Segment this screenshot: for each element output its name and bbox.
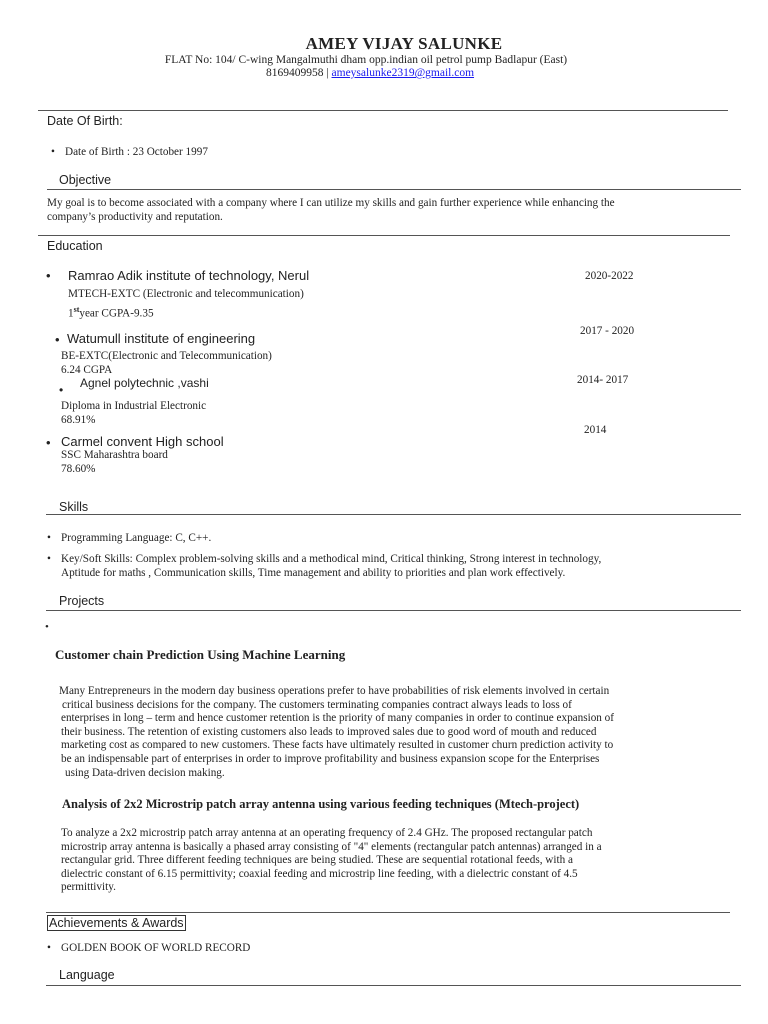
- project-1-line: using Data-driven decision making.: [65, 766, 225, 779]
- education-score-3: 68.91%: [61, 414, 96, 426]
- education-years-1: 2020-2022: [585, 270, 634, 282]
- email-link[interactable]: ameysalunke2319@gmail.com: [331, 67, 475, 79]
- institute-name: Agnel polytechnic ,vashi: [80, 376, 209, 390]
- education-degree-3: Diploma in Industrial Electronic: [61, 400, 207, 412]
- score-prefix: 1: [68, 307, 74, 320]
- education-institute-2: [55, 331, 256, 347]
- institute-name: Ramrao Adik institute of technology, Nerul: [68, 268, 310, 283]
- project-1-line: enterprises in long – term and hence customer retention is the priority of many companies in order to continue expansion of: [61, 712, 615, 725]
- bullet-icon: •: [59, 383, 64, 397]
- education-score-4: 78.60%: [61, 463, 96, 475]
- project-1-line: their business. The retention of existing customers also leads to improved sales due to good word of mouth and reduced: [61, 725, 597, 738]
- education-institute-1: [46, 268, 310, 283]
- header-divider: [38, 110, 728, 111]
- score-value: year CGPA-9.35: [79, 307, 154, 320]
- education-degree-1: MTECH-EXTC (Electronic and telecommunication): [68, 288, 304, 300]
- project-2-line: rectangular grid. Three different feeding techniques are being studied. These are sequential rotational feeds, with a: [61, 854, 573, 867]
- skills-item-1: • Programming Language: C, C++.: [61, 532, 211, 546]
- skills-divider: [46, 514, 741, 515]
- education-institute-3: [80, 375, 228, 393]
- project-2-line: To analyze a 2x2 microstrip patch array antenna at an operating frequency of 2.4 GHz. The proposed rectangular patch: [61, 827, 593, 839]
- bullet-icon: •: [46, 268, 51, 283]
- phone-number: 8169409958 |: [265, 67, 329, 79]
- project-1-line: Many Entrepreneurs in the modern day business operations prefer to have probabilities of risk elements involved in certain: [59, 685, 610, 697]
- projects-heading: Projects: [59, 594, 105, 608]
- education-institute-4: [46, 434, 224, 450]
- skills-item-2-line-1: • Key/Soft Skills: Complex problem-solving skills and a methodical mind, Critical thinking, Strong interest in technology,: [61, 553, 602, 565]
- bullet-icon: •: [46, 435, 51, 450]
- institute-name: Carmel convent High school: [61, 434, 224, 449]
- education-degree-4: SSC Maharashtra board: [61, 449, 168, 461]
- education-years-3: 2014- 2017: [577, 374, 629, 386]
- project-2-description: [61, 827, 741, 895]
- achievements-item: • GOLDEN BOOK OF WORLD RECORD: [61, 942, 250, 956]
- dob-heading: Date Of Birth:: [47, 114, 123, 128]
- achievements-heading: Achievements & Awards: [49, 916, 184, 930]
- education-divider-top: [38, 235, 730, 236]
- contact-line: [0, 67, 740, 79]
- project-1-title: Customer chain Prediction Using Machine Learning: [55, 647, 346, 662]
- project-2-line: permittivity.: [61, 881, 116, 894]
- achievements-divider: [46, 912, 730, 913]
- education-years-2: 2017 - 2020: [580, 325, 635, 337]
- project-1-line: critical business decisions for the company. The customers terminating companies contract always leads to loss of: [62, 698, 572, 711]
- objective-divider: [47, 189, 741, 190]
- score-sup: st: [73, 305, 80, 314]
- project-2-title: Analysis of 2x2 Microstrip patch array antenna using various feeding techniques (Mtech-project): [62, 797, 580, 811]
- project-2-line: microstrip array antenna is basically a phased array consisting of "4" elements (rectangular patch antennas) arranged in a: [61, 840, 602, 853]
- education-score-2: 6.24 CGPA: [61, 364, 113, 376]
- skills-item-2: [61, 553, 601, 580]
- education-years-4: 2014: [584, 424, 607, 436]
- objective-line-1: My goal is to become associated with a company where I can utilize my skills and gain further experience while enhancing the: [47, 197, 615, 209]
- institute-name: Watumull institute of engineering: [67, 331, 256, 346]
- skills-heading: Skills: [59, 500, 89, 514]
- bullet-icon: •: [55, 332, 60, 347]
- dob-item: • Date of Birth : 23 October 1997: [65, 146, 208, 160]
- projects-divider: [46, 610, 741, 611]
- skills-item-2-line-2: Aptitude for maths , Communication skills, Time management and ability to priorities and plan work effectively.: [61, 566, 566, 579]
- candidate-name: AMEY VIJAY SALUNKE: [305, 34, 503, 53]
- bullet-icon: •: [45, 621, 49, 633]
- education-degree-2: BE-EXTC(Electronic and Telecommunication): [61, 350, 272, 362]
- address-line: FLAT No: 104/ C-wing Mangalmuthi dham opp.indian oil petrol pump Badlapur (East): [164, 54, 568, 66]
- objective-line-2: company’s productivity and reputation.: [47, 211, 223, 223]
- project-1-description: [59, 685, 739, 780]
- education-score-1: [68, 303, 154, 321]
- project-1-line: marketing cost as compared to new customers. These facts have ultimately resulted in customer churn prediction activity to: [61, 739, 614, 752]
- project-1-line: be an indispensable part of enterprises in order to improve profitability and business expansion scope for the Enterprises: [61, 752, 600, 765]
- project-2-line: dielectric constant of 6.15 permittivity; coaxial feeding and microstrip line feeding, with a dielectric constant of 4.5: [61, 867, 578, 880]
- objective-heading: Objective: [59, 173, 112, 187]
- education-heading: Education: [47, 239, 103, 253]
- language-heading: Language: [59, 968, 115, 982]
- language-divider: [46, 985, 741, 986]
